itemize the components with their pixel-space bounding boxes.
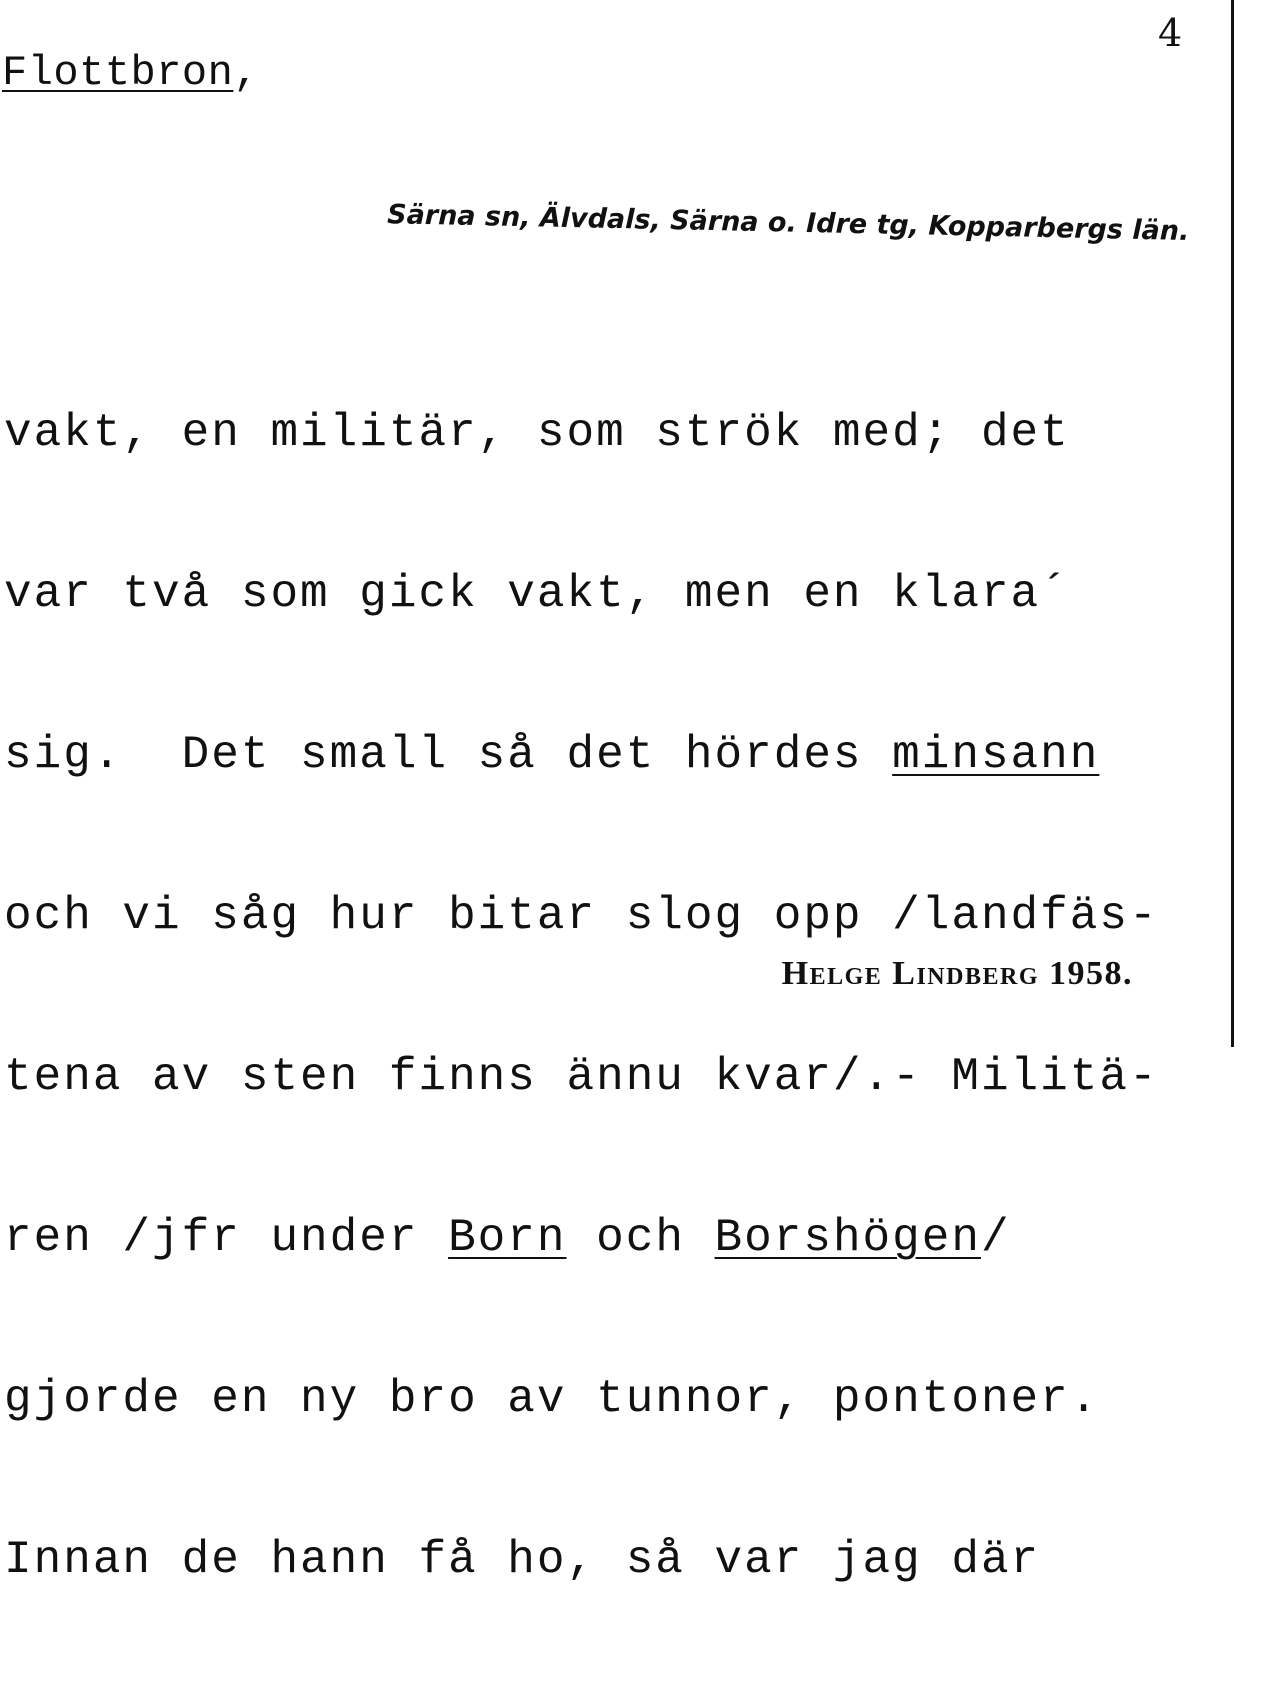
body-line-4: och vi såg hur bitar slog opp /landfäs-: [4, 889, 1159, 942]
body-line-2: var två som gick vakt, men en klara´: [4, 567, 1070, 620]
heading-word: Flottbron: [2, 49, 234, 97]
underlined-word-minsann: minsann: [892, 728, 1100, 781]
underlined-word-borshogen: Borshögen: [714, 1211, 981, 1264]
body-line-8: Innan de hann få ho, så var jag där: [4, 1533, 1041, 1586]
body-line-6-text-c: /: [980, 1211, 1011, 1264]
body-text: [4, 312, 1159, 1681]
body-line-3-text: sig. Det small så det hördes: [4, 728, 893, 781]
body-line-6: [4, 1198, 1159, 1279]
right-border-line: [1231, 0, 1234, 1047]
body-line-7: gjorde en ny bro av tunnor, pontoner.: [4, 1372, 1100, 1425]
body-line-1: vakt, en militär, som strök med; det: [4, 406, 1070, 459]
signature: Helge Lindberg 1958.: [781, 955, 1133, 992]
body-line-3: [4, 715, 1159, 796]
entry-heading: [2, 49, 260, 97]
body-line-5: tena av sten finns ännu kvar/.- Militä-: [4, 1050, 1159, 1103]
location-line: Särna sn, Älvdals, Särna o. Idre tg, Kopparbergs län.: [386, 199, 1190, 247]
underlined-word-born: Born: [448, 1211, 567, 1264]
body-line-6-text-b: och: [566, 1211, 715, 1264]
body-line-6-text-a: ren /jfr under: [4, 1211, 449, 1264]
page-number: 4: [1158, 11, 1183, 55]
heading-punct: ,: [233, 49, 260, 97]
